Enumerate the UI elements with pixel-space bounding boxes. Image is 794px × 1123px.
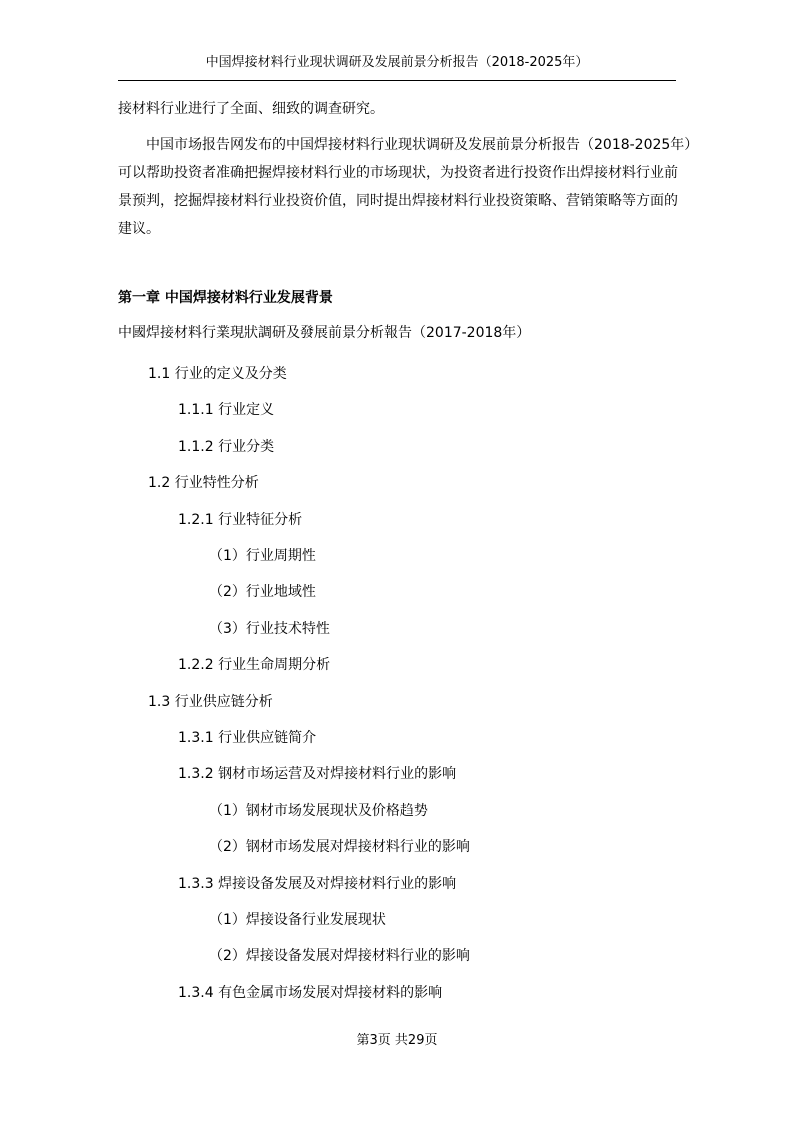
- toc-item-level-3: （3）行业技术特性: [209, 620, 330, 637]
- page-footer: 第3页 共29页: [356, 1033, 438, 1048]
- toc-item-level-1: 1.2 行业特性分析: [148, 475, 259, 492]
- toc-item-level-3: （1）钢材市场发展现状及价格趋势: [209, 802, 428, 819]
- toc-item-level-1: 1.1 行业的定义及分类: [148, 366, 287, 382]
- toc-item-level-3: （2）钢材市场发展对焊接材料行业的影响: [209, 839, 470, 856]
- header-divider: [118, 80, 676, 81]
- chapter-subtitle: 中國焊接材料行業現狀調研及發展前景分析報告（2017-2018年）: [118, 325, 531, 341]
- intro-paragraph-line: 可以帮助投资者准确把握焊接材料行业的市场现状，为投资者进行投资作出焊接材料行业前: [118, 165, 678, 181]
- toc-item-level-2: 1.3.1 行业供应链简介: [178, 730, 317, 746]
- intro-line: 接材料行业进行了全面、细致的调查研究。: [118, 101, 384, 117]
- toc-item-level-2: 1.1.1 行业定义: [178, 402, 275, 419]
- intro-paragraph-line: 建议。: [118, 221, 160, 237]
- toc-item-level-2: 1.2.2 行业生命周期分析: [178, 657, 331, 674]
- toc-item-level-2: 1.3.4 有色金属市场发展对焊接材料的影响: [178, 984, 443, 1001]
- page-header: 中国焊接材料行业现状调研及发展前景分析报告（2018-2025年）: [205, 55, 589, 70]
- toc-item-level-2: 1.2.1 行业特征分析: [178, 511, 303, 528]
- toc-item-level-3: （1）行业周期性: [209, 548, 316, 564]
- toc-item-level-2: 1.3.3 焊接设备发展及对焊接材料行业的影响: [178, 875, 457, 892]
- intro-first-line: [118, 95, 676, 123]
- toc-item-level-3: （2）行业地域性: [209, 584, 316, 601]
- chapter-title: 第一章 中国焊接材料行业发展背景: [118, 290, 333, 306]
- intro-paragraph-line: 中国市场报告网发布的中国焊接材料行业现状调研及发展前景分析报告（2018-2025年）: [146, 137, 699, 153]
- toc-item-level-2: 1.3.2 钢材市场运营及对焊接材料行业的影响: [178, 766, 457, 783]
- intro-paragraph-line: 景预判，挖掘焊接材料行业投资价值，同时提出焊接材料行业投资策略、营销策略等方面的: [118, 193, 678, 209]
- toc-item-level-3: （1）焊接设备行业发展现状: [209, 912, 386, 928]
- intro-paragraph: [118, 131, 699, 243]
- toc-item-level-3: （2）焊接设备发展对焊接材料行业的影响: [209, 948, 470, 965]
- toc-item-level-2: 1.1.2 行业分类: [178, 438, 275, 455]
- toc-item-level-1: 1.3 行业供应链分析: [148, 693, 273, 710]
